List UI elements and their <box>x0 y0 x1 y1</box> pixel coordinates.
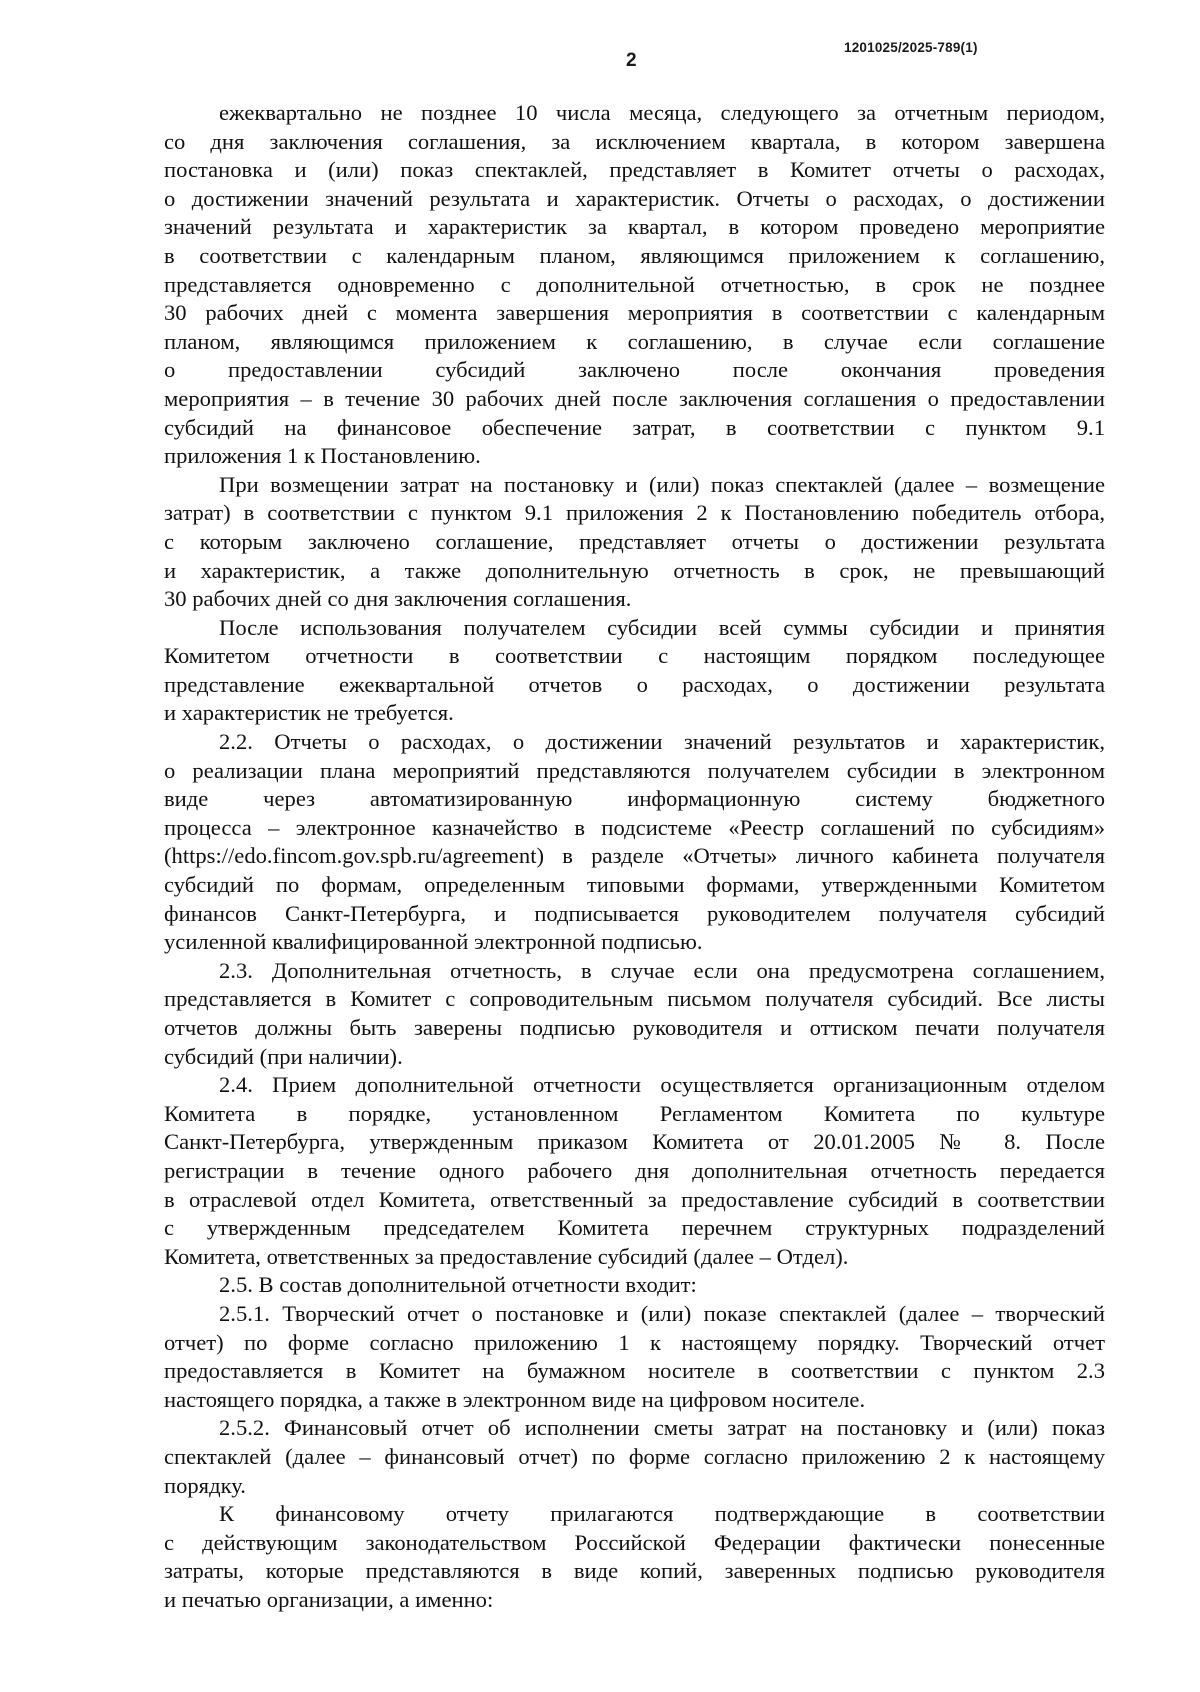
document-registration-number: 1201025/2025-789(1) <box>844 40 978 55</box>
text-line: в отраслевой отдел Комитета, ответственный за предоставление субсидий в соответствии <box>164 1186 1105 1212</box>
text-line: с которым заключено соглашение, представляет отчеты о достижении результата <box>164 528 1105 554</box>
text-line: После использования получателем субсидии всей суммы субсидии и принятия <box>219 614 1105 640</box>
text-line: и характеристик не требуется. <box>164 700 454 726</box>
text-line: 2.4. Прием дополнительной отчетности осуществляется организационным отделом <box>219 1072 1105 1098</box>
text-line: 2.5.1. Творческий отчет о постановке и (или) показе спектаклей (далее – творческий <box>219 1300 1105 1326</box>
text-line: Комитетом отчетности в соответствии с настоящим порядком последующее <box>164 643 1105 669</box>
text-line: усиленной квалифицированной электронной подписью. <box>164 929 703 955</box>
text-line: планом, являющимся приложением к соглашению, в случае если соглашение <box>164 328 1105 354</box>
text-line: Санкт-Петербурга, утвержденным приказом Комитета от 20.01.2005 № 8. После <box>164 1129 1105 1155</box>
text-line: и печатью организации, а именно: <box>164 1586 494 1612</box>
text-line: При возмещении затрат на постановку и (или) показ спектаклей (далее – возмещение <box>219 471 1105 497</box>
text-line: представляется в Комитет с сопроводительным письмом получателя субсидий. Все листы <box>164 986 1105 1012</box>
text-line: о достижении значений результата и характеристик. Отчеты о расходах, о достижении <box>164 185 1105 211</box>
text-line: представление ежеквартальной отчетов о расходах, о достижении результата <box>164 671 1105 697</box>
text-line: 30 рабочих дней со дня заключения соглашения. <box>164 586 632 612</box>
text-line: субсидий на финансовое обеспечение затрат, в соответствии с пунктом 9.1 <box>164 414 1105 440</box>
text-line: предоставляется в Комитет на бумажном носителе в соответствии с пунктом 2.3 <box>164 1358 1105 1384</box>
text-line: К финансовому отчету прилагаются подтверждающие в соответствии <box>219 1501 1105 1527</box>
text-line: настоящего порядка, а также в электронном виде на цифровом носителе. <box>164 1386 866 1412</box>
text-line: в соответствии с календарным планом, являющимся приложением к соглашению, <box>164 242 1105 268</box>
text-line: значений результата и характеристик за квартал, в котором проведено мероприятие <box>164 214 1105 240</box>
text-line: отчетов должны быть заверены подписью руководителя и оттиском печати получателя <box>164 1015 1105 1040</box>
text-line: представляется одновременно с дополнительной отчетностью, в срок не позднее <box>164 271 1105 297</box>
text-line: постановка и (или) показ спектаклей, представляет в Комитет отчеты о расходах, <box>164 157 1105 183</box>
text-line: о предоставлении субсидий заключено после окончания проведения <box>164 357 1105 383</box>
text-line: затраты, которые представляются в виде копий, заверенных подписью руководителя <box>164 1558 1105 1584</box>
text-line: субсидий по формам, определенным типовыми формами, утвержденными Комитетом <box>164 872 1105 898</box>
text-line: спектаклей (далее – финансовый отчет) по форме согласно приложению 2 к настоящему <box>164 1443 1105 1469</box>
page-number: 2 <box>626 50 637 71</box>
text-line: мероприятия – в течение 30 рабочих дней после заключения соглашения о предоставлении <box>164 385 1105 411</box>
text-line: затрат) в соответствии с пунктом 9.1 приложения 2 к Постановлению победитель отбора, <box>164 500 1105 526</box>
text-line: процесса – электронное казначейство в подсистеме «Реестр соглашений по субсидиям» <box>164 814 1105 840</box>
text-line: 30 рабочих дней с момента завершения мероприятия в соответствии с календарным <box>164 300 1105 326</box>
text-line: финансов Санкт-Петербурга, и подписывается руководителем получателя субсидий <box>164 900 1105 926</box>
text-line: Комитета, ответственных за предоставление субсидий (далее – Отдел). <box>164 1243 849 1269</box>
text-line: Комитета в порядке, установленном Регламентом Комитета по культуре <box>164 1100 1105 1126</box>
text-line: 2.5.2. Финансовый отчет об исполнении сметы затрат на постановку и (или) показ <box>219 1415 1105 1441</box>
text-line: (https://edo.fincom.gov.spb.ru/agreement) в разделе «Отчеты» личного кабинета получателя <box>164 843 1105 869</box>
text-line: отчет) по форме согласно приложению 1 к настоящему порядку. Творческий отчет <box>164 1329 1105 1355</box>
text-line: приложения 1 к Постановлению. <box>164 443 481 469</box>
text-line: 2.5. В состав дополнительной отчетности входит: <box>219 1272 697 1298</box>
text-line: порядку. <box>164 1472 246 1498</box>
text-line: с утвержденным председателем Комитета перечнем структурных подразделений <box>164 1215 1105 1241</box>
text-line: регистрации в течение одного рабочего дня дополнительная отчетность передается <box>164 1157 1105 1183</box>
text-line: о реализации плана мероприятий представляются получателем субсидии в электронном <box>164 757 1105 783</box>
text-line: субсидий (при наличии). <box>164 1043 403 1069</box>
text-line: 2.2. Отчеты о расходах, о достижении значений результатов и характеристик, <box>219 729 1105 755</box>
text-line: ежеквартально не позднее 10 числа месяца, следующего за отчетным периодом, <box>219 100 1105 125</box>
text-line: виде через автоматизированную информационную систему бюджетного <box>164 786 1105 812</box>
text-line: со дня заключения соглашения, за исключением квартала, в котором завершена <box>164 128 1105 154</box>
text-line: и характеристик, а также дополнительную отчетность в срок, не превышающий <box>164 557 1105 583</box>
document-body <box>164 99 1105 1614</box>
text-line: с действующим законодательством Российской Федерации фактически понесенные <box>164 1529 1105 1555</box>
text-line: 2.3. Дополнительная отчетность, в случае если она предусмотрена соглашением, <box>219 957 1105 983</box>
